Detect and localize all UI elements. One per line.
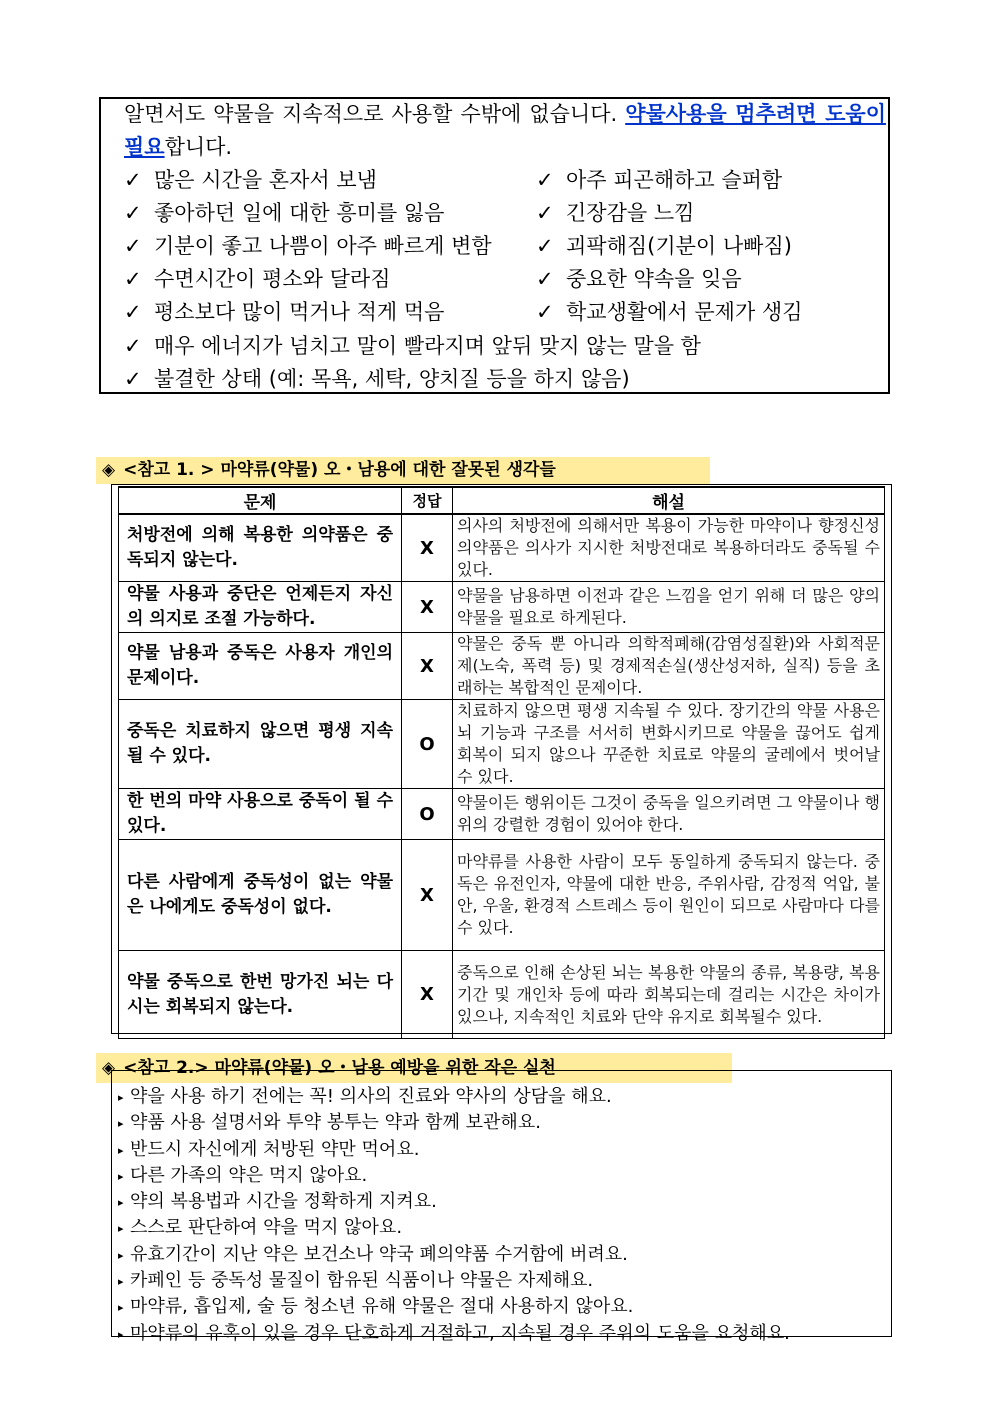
symptom-item: ✓ 많은 시간을 혼자서 보냄 [124,164,377,197]
symptom-item: ✓ 긴장감을 느낌 [536,197,694,230]
list-item: ▸ 유효기간이 지난 약은 보건소나 약국 폐의약품 수거함에 버려요. [118,1242,790,1268]
ref1-title: <참고 1. > 마약류(약물) 오・남용에 대한 잘못된 생각들 [123,460,556,480]
triangle-bullet-icon: ▸ [118,1222,124,1236]
check-icon: ✓ [536,168,554,192]
list-item: ▸ 다른 가족의 약은 먹지 않아요. [118,1163,790,1189]
check-icon: ✓ [536,300,554,324]
table-row: 약물 남용과 중독은 사용자 개인의 문제이다. X 약물은 중독 뿐 아니라 의학적폐해(감염성질환)와 사회적문제(노숙, 폭력 등) 및 경제적손실(생산성저하, 실직) 등을 초래하는 복합적인 문제이다. [119,633,885,700]
check-icon: ✓ [536,234,554,258]
symptom-item: ✓ 수면시간이 평소와 달라짐 [124,263,391,296]
ref1-heading [96,457,710,484]
check-icon: ✓ [124,300,142,324]
header-problem: 문제 [119,487,402,514]
intro-paragraph [124,98,886,164]
triangle-bullet-icon: ▸ [118,1169,124,1183]
triangle-bullet-icon: ▸ [118,1117,124,1131]
diamond-icon: ◈ [102,1058,116,1078]
list-item: ▸ 스스로 판단하여 약을 먹지 않아요. [118,1215,790,1241]
table-header-row [119,487,885,514]
symptom-item: ✓ 학교생활에서 문제가 생김 [536,296,803,329]
triangle-bullet-icon: ▸ [118,1143,124,1157]
symptom-item: ✓ 중요한 약속을 잊음 [536,263,742,296]
check-icon: ✓ [536,267,554,291]
check-icon: ✓ [124,267,142,291]
intro-highlight: 약물사용을 멈추려면 도움이 필요 [124,102,886,159]
symptom-item: ✓ 기분이 좋고 나쁨이 아주 빠르게 변함 [124,230,492,263]
misconceptions-table [118,486,885,1039]
table-row: 한 번의 마약 사용으로 중독이 될 수 있다. O 약물이든 행위이든 그것이 중독을 일으키려면 그 약물이나 행위의 강렬한 경험이 있어야 한다. [119,789,885,840]
table-row: 다른 사람에게 중독성이 없는 약물은 나에게도 중독성이 없다. X 마약류를 사용한 사람이 모두 동일하게 중독되지 않는다. 중독은 유전인자, 약물에 대한 반응, 주위사람, 감정적 억압, 불안, 우울, 환경적 스트레스 등이 원인이 되므로 사람마다 다를 수 있다. [119,840,885,951]
table-row: 처방전에 의해 복용한 의약품은 중독되지 않는다. X 의사의 처방전에 의해서만 복용이 가능한 마약이나 향정신성의약품은 의사가 지시한 처방전대로 복용하더라도 중독될 수 있다. [119,514,885,582]
symptom-item: ✓ 불결한 상태 (예: 목욕, 세탁, 양치질 등을 하지 않음) [124,363,630,396]
list-item: ▸ 마약류의 유혹이 있을 경우 단호하게 거절하고, 지속될 경우 주위의 도움을 요청해요. [118,1321,790,1347]
check-icon: ✓ [536,201,554,225]
triangle-bullet-icon: ▸ [118,1327,124,1341]
check-icon: ✓ [124,334,142,358]
ref2-title: <참고 2.> 마약류(약물) 오・남용 예방을 위한 작은 실천 [123,1058,556,1078]
list-item: ▸ 약의 복용법과 시간을 정확하게 지켜요. [118,1189,790,1215]
header-answer: 정답 [402,487,453,514]
list-item: ▸ 반드시 자신에게 처방된 약만 먹어요. [118,1137,790,1163]
list-item: ▸ 약을 사용 하기 전에는 꼭! 의사의 진료와 약사의 상담을 해요. [118,1084,790,1110]
triangle-bullet-icon: ▸ [118,1248,124,1262]
triangle-bullet-icon: ▸ [118,1196,124,1210]
symptom-item: ✓ 괴팍해짐(기분이 나빠짐) [536,230,792,263]
prevention-list [118,1084,790,1347]
triangle-bullet-icon: ▸ [118,1275,124,1289]
list-item: ▸ 마약류, 흡입제, 술 등 청소년 유해 약물은 절대 사용하지 않아요. [118,1294,790,1320]
check-icon: ✓ [124,168,142,192]
intro-suffix: 합니다. [164,135,233,159]
check-icon: ✓ [124,234,142,258]
table-row: 약물 중독으로 한번 망가진 뇌는 다시는 회복되지 않는다. X 중독으로 인해 손상된 뇌는 복용한 약물의 종류, 복용량, 복용기간 및 개인차 등에 따라 회복되는데 걸리는 시간은 차이가 있으나, 지속적인 치료와 단약 유지로 회복될수 있다. [119,951,885,1039]
triangle-bullet-icon: ▸ [118,1091,124,1104]
table-row: 약물 사용과 중단은 언제든지 자신의 의지로 조절 가능하다. X 약물을 남용하면 이전과 같은 느낌을 얻기 위해 더 많은 양의 약물을 필요로 하게된다. [119,582,885,633]
list-item: ▸ 약품 사용 설명서와 투약 봉투는 약과 함께 보관해요. [118,1110,790,1136]
diamond-icon: ◈ [102,460,116,480]
symptom-item: ✓ 평소보다 많이 먹거나 적게 먹음 [124,296,444,329]
table-row: 중독은 치료하지 않으면 평생 지속 될 수 있다. O 치료하지 않으면 평생 지속될 수 있다. 장기간의 약물 사용은 뇌 기능과 구조를 서서히 변화시키므로 약물을 끊어도 쉽게 회복이 되지 않으나 꾸준한 치료로 약물의 굴레에서 벗어날 수 있다. [119,700,885,789]
symptom-item: ✓ 아주 피곤해하고 슬퍼함 [536,164,782,197]
header-explanation: 해설 [453,487,885,514]
list-item: ▸ 카페인 등 중독성 물질이 함유된 식품이나 약물은 자제해요. [118,1268,790,1294]
symptom-item: ✓ 좋아하던 일에 대한 흥미를 잃음 [124,197,444,230]
check-icon: ✓ [124,201,142,225]
triangle-bullet-icon: ▸ [118,1301,124,1315]
intro-text: 알면서도 약물을 지속적으로 사용할 수밖에 없습니다. [124,102,626,126]
symptom-item: ✓ 매우 에너지가 넘치고 말이 빨라지며 앞뒤 맞지 않는 말을 함 [124,330,701,363]
check-icon: ✓ [124,367,142,391]
